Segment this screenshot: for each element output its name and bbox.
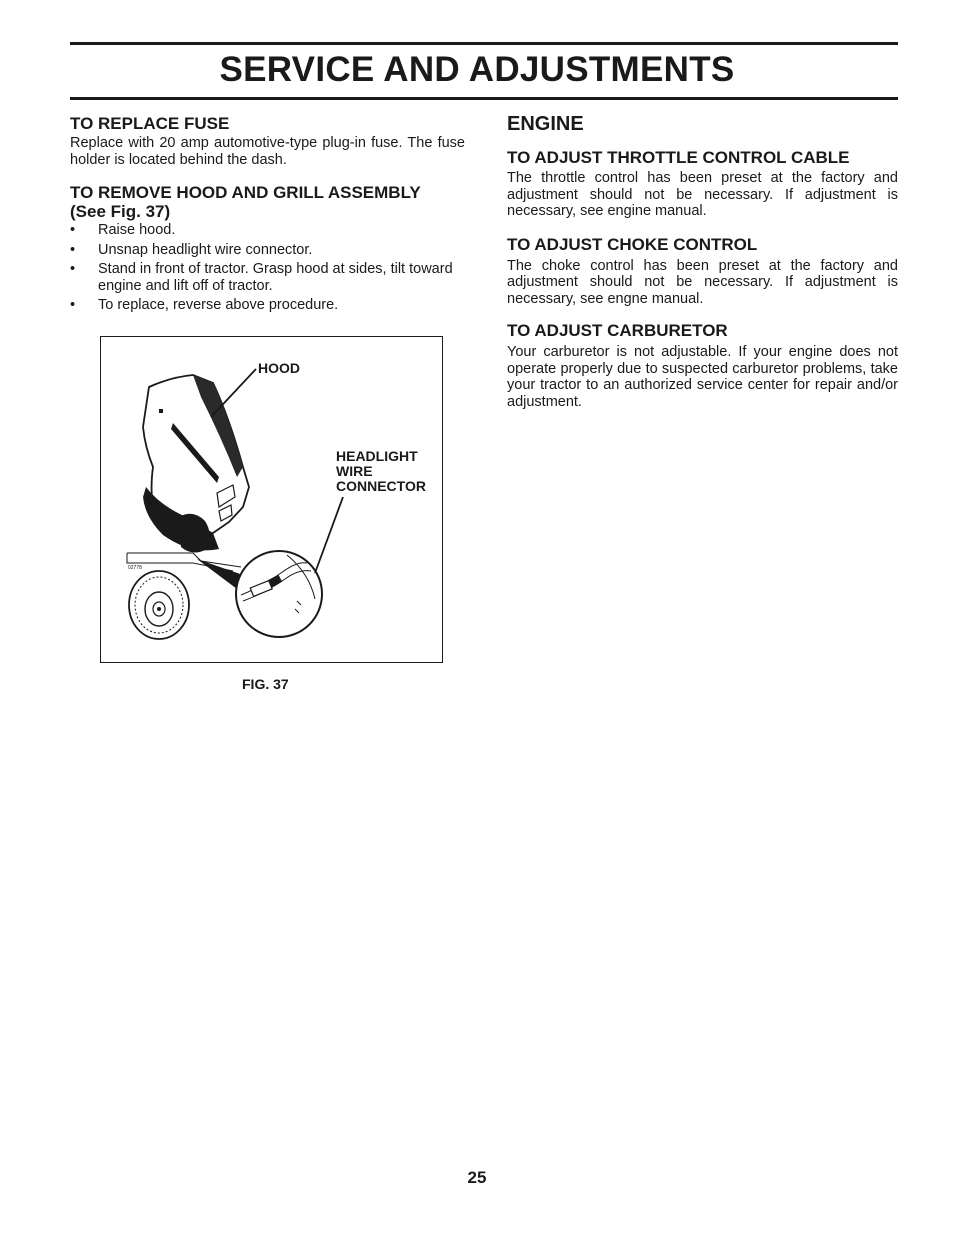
bullet-icon: • — [70, 261, 76, 277]
detail-circle — [236, 551, 322, 637]
connector-leader-line — [315, 497, 343, 573]
label-connector-line3: CONNECTOR — [336, 478, 426, 494]
list-item — [70, 261, 465, 294]
list-item-text: To replace, reverse above procedure. — [98, 297, 339, 313]
page-number: 25 — [467, 1168, 487, 1187]
front-wheel — [129, 571, 189, 639]
replace-fuse-section — [70, 114, 465, 168]
remove-hood-steps — [70, 222, 465, 314]
bullet-icon: • — [70, 297, 76, 313]
throttle-heading: TO ADJUST THROTTLE CONTROL CABLE — [507, 148, 850, 167]
left-column — [70, 112, 465, 317]
figure-caption: FIG. 37 — [242, 676, 289, 692]
list-item — [70, 242, 465, 259]
replace-fuse-heading: TO REPLACE FUSE — [70, 114, 230, 133]
figure-37-box — [100, 336, 443, 663]
label-hood: HOOD — [258, 360, 300, 376]
replace-fuse-text: Replace with 20 amp automotive-type plug-in fuse. The fuse holder is located behind the dash. — [70, 135, 465, 168]
hood-removal-illustration — [101, 337, 443, 663]
top-rule — [70, 42, 898, 45]
part-number: 02778 — [128, 565, 142, 571]
bullet-icon: • — [70, 241, 76, 258]
carburetor-section — [507, 321, 898, 410]
bullet-icon: • — [70, 222, 76, 238]
choke-heading: TO ADJUST CHOKE CONTROL — [507, 234, 758, 254]
choke-text: The choke control has been preset at the factory and adjustment should not be necessary. If adjustment is necessary, see engne manual. — [507, 257, 898, 307]
engine-section-heading: ENGINE — [507, 113, 584, 135]
throttle-text: The throttle control has been preset at the factory and adjustment should not be necessary. If adjustment is necessary, see engine manual. — [507, 170, 898, 219]
page-title: SERVICE AND ADJUSTMENTS — [219, 50, 735, 89]
remove-hood-heading — [70, 183, 465, 221]
remove-hood-heading-line2: (See Fig. 37) — [70, 202, 171, 221]
right-column — [507, 112, 898, 410]
list-item — [70, 297, 465, 314]
label-connector-line2: WIRE — [336, 463, 373, 479]
list-item-text: Raise hood. — [98, 222, 176, 238]
list-item — [70, 222, 465, 239]
title-underline-rule — [70, 97, 898, 100]
carburetor-heading: TO ADJUST CARBURETOR — [507, 321, 728, 340]
remove-hood-heading-line1: TO REMOVE HOOD AND GRILL ASSEMBLY — [70, 183, 421, 202]
choke-section — [507, 235, 898, 308]
hood-emblem — [159, 409, 163, 413]
remove-hood-section — [70, 183, 465, 314]
carburetor-text: Your carburetor is not adjustable. If your engine does not operate properly due to suspected carburetor problems, take your tractor to an authorized service center for repair and/or adjustment. — [507, 344, 898, 410]
label-headlight-wire-connector — [336, 449, 426, 494]
tractor-frame — [127, 553, 241, 567]
label-connector-line1: HEADLIGHT — [336, 448, 418, 464]
throttle-section — [507, 148, 898, 220]
list-item-text: Stand in front of tractor. Grasp hood at sides, tilt toward engine and lift off of tractor. — [98, 261, 453, 294]
list-item-text: Unsnap headlight wire connector. — [98, 241, 313, 258]
